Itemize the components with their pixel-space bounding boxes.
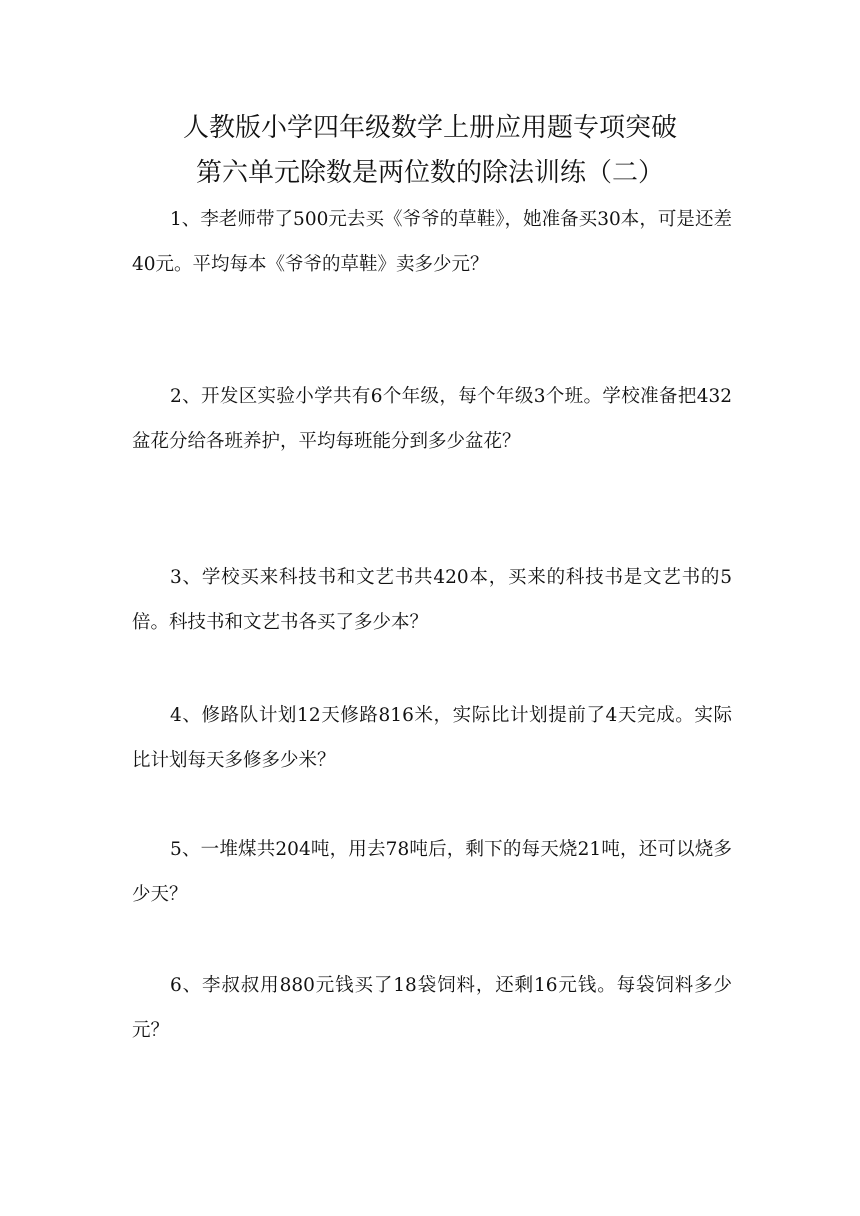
problem-2: 2、开发区实验小学共有6个年级，每个年级3个班。学校准备把432盆花分给各班养护，平均每班能分到多少盆花？ xyxy=(132,386,732,452)
document-subtitle: 第六单元除数是两位数的除法训练（二） xyxy=(195,158,664,188)
problem-1: 1、李老师带了500元去买《爷爷的草鞋》，她准备买30本，可是还差40元。平均每本《爷爷的草鞋》卖多少元？ xyxy=(132,209,732,275)
problem-5: 5、一堆煤共204吨，用去78吨后，剩下的每天烧21吨，还可以烧多少天？ xyxy=(132,839,732,905)
problem-4: 4、修路队计划12天修路816米，实际比计划提前了4天完成。实际比计划每天多修多少米？ xyxy=(132,705,732,771)
problem-6: 6、李叔叔用880元钱买了18袋饲料，还剩16元钱。每袋饲料多少元？ xyxy=(132,975,732,1041)
document-title: 人教版小学四年级数学上册应用题专项突破 xyxy=(182,113,677,143)
problem-3: 3、学校买来科技书和文艺书共420本，买来的科技书是文艺书的5倍。科技书和文艺书各买了多少本？ xyxy=(132,567,732,633)
